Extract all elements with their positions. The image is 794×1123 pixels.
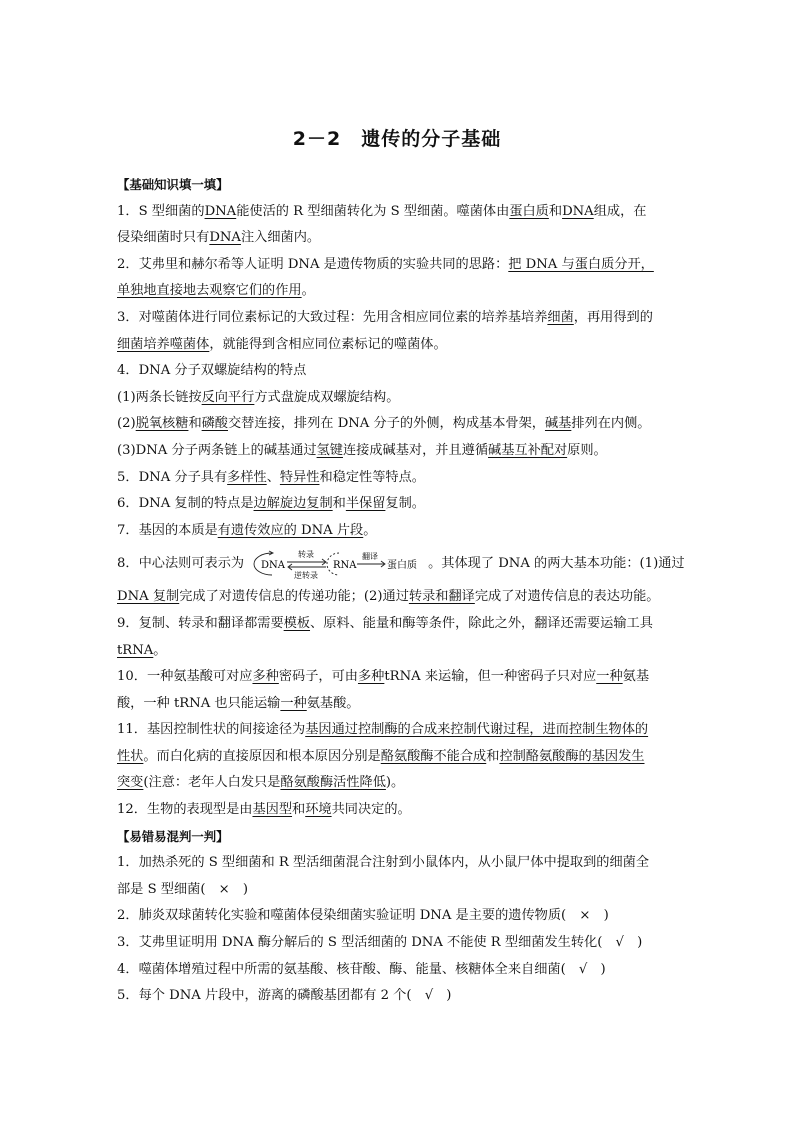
section-heading-basic: 【基础知识填一填】 xyxy=(117,177,229,192)
translation-label: 翻译 xyxy=(362,551,379,561)
text: 1．S 型细菌的 xyxy=(117,203,205,219)
item-2-line-2 xyxy=(117,278,679,305)
central-dogma-svg xyxy=(247,547,425,581)
text: 原则。 xyxy=(567,442,607,458)
answer: 有遗传效应的 DNA 片段 xyxy=(217,522,364,538)
text: 。其体现了 DNA 的两大基本功能：(1)通过 xyxy=(428,556,685,572)
text: 方式盘旋成双螺旋结构。 xyxy=(254,389,400,405)
item-1-line-1 xyxy=(117,199,679,226)
item-4 xyxy=(117,358,679,385)
item-1-line-2 xyxy=(117,225,679,252)
text: tRNA 来运输，但一种密码子只对应 xyxy=(384,669,597,685)
answer: DNA xyxy=(209,230,241,246)
text: 7．基因的本质是 xyxy=(117,522,218,538)
text: 。 xyxy=(301,283,315,299)
text: 和 xyxy=(188,416,202,432)
reverse-transcription-label: 逆转录 xyxy=(294,570,319,580)
text: ，就能得到含相应同位素标记的噬菌体。 xyxy=(209,336,447,352)
text: 共同决定的。 xyxy=(331,802,411,818)
item-5 xyxy=(117,465,679,492)
section-heading-judge: 【易错易混判一判】 xyxy=(117,828,229,844)
text: 完成了对遗传信息的表达功能。 xyxy=(474,589,660,605)
text: 酸，一种 tRNA 也只能运输 xyxy=(117,695,281,711)
text: 12．生物的表现型是由 xyxy=(117,802,253,818)
text: 。 xyxy=(153,642,167,658)
judge-2: 2．肺炎双球菌转化实验和噬菌体侵染细菌实验证明 DNA 是主要的遗传物质( × ) xyxy=(117,908,609,924)
judge-5: 5．每个 DNA 片段中，游离的磷酸基团都有 2 个( √ ) xyxy=(117,988,452,1004)
text: 组成，在 xyxy=(593,203,647,219)
text: (2) xyxy=(117,416,136,432)
answer: 边解旋边复制 xyxy=(253,496,333,512)
text: 交替连接，排列在 DNA 分子的外侧，构成基本骨架， xyxy=(228,416,545,432)
text: 和 xyxy=(486,748,500,764)
text: 连接成碱基对，并且遵循 xyxy=(342,442,489,458)
answer: 转录和翻译 xyxy=(408,589,475,605)
text: 复制。 xyxy=(385,496,425,512)
judge-3: 3．艾弗里证明用 DNA 酶分解后的 S 型活细菌的 DNA 不能使 R 型细菌发生转化( √ ) xyxy=(117,935,643,951)
document-body xyxy=(117,172,685,1010)
text: 2．艾弗里和赫尔希等人证明 DNA 是遗传物质的实验共同的思路： xyxy=(117,256,509,272)
item-11-line-3 xyxy=(117,770,679,797)
answer: 性状 xyxy=(117,748,144,764)
text: (注意：老年人白发只是 xyxy=(143,775,281,791)
answer: 基因型 xyxy=(252,802,293,818)
answer: 单独地直接地去观察它们的作用 xyxy=(117,283,302,299)
text: 、原料、能量和酶等条件，除此之外，翻译还需要运输工具 xyxy=(310,615,653,631)
answer: 模板 xyxy=(283,615,311,631)
text: 。 xyxy=(363,522,377,538)
answer: 特异性 xyxy=(279,469,320,485)
answer: 一种 xyxy=(596,669,623,685)
answer: 细菌培养噬菌体 xyxy=(117,336,210,352)
item-9-line-1 xyxy=(117,611,679,638)
text: 和 xyxy=(548,203,563,219)
item-10-line-2 xyxy=(117,691,679,718)
text: 和稳定性等特点。 xyxy=(319,469,425,485)
text: 10．一种氨基酸可对应 xyxy=(117,669,253,685)
item-11-line-1 xyxy=(117,717,679,744)
dna-node: DNA xyxy=(261,559,286,571)
answer: 突变 xyxy=(117,775,144,791)
transcription-label: 转录 xyxy=(298,549,315,559)
answer: 半保留 xyxy=(345,496,386,512)
text: ，再用得到的 xyxy=(573,309,653,325)
answer: 反向平行 xyxy=(201,389,255,405)
text: 6．DNA 复制的特点是 xyxy=(117,496,254,512)
item-4-2 xyxy=(117,411,679,438)
judge-4: 4．噬菌体增殖过程中所需的氨基酸、核苷酸、酶、能量、核糖体全来自细菌( √ ) xyxy=(117,961,606,977)
text: 氨基 xyxy=(622,669,650,685)
answer: 碱基互补配对 xyxy=(488,442,568,458)
text: )。 xyxy=(385,775,405,791)
item-4-3 xyxy=(117,438,679,465)
protein-node: 蛋白质 xyxy=(387,559,418,571)
answer: 多样性 xyxy=(227,469,267,485)
text: 氨基酸。 xyxy=(306,695,360,711)
answer: 酪氨酸酶活性降低 xyxy=(280,775,386,791)
text: 9．复制、转录和翻译都需要 xyxy=(117,615,284,631)
answer: 一种 xyxy=(280,695,307,711)
text: 和 xyxy=(332,496,346,512)
answer: 脱氧核糖 xyxy=(135,416,189,432)
item-11-line-2 xyxy=(117,744,679,771)
answer: 磷酸 xyxy=(201,416,228,432)
rna-node: RNA xyxy=(333,559,357,571)
item-8-line-2 xyxy=(117,584,679,611)
answer: tRNA xyxy=(117,642,154,658)
text: 注入细菌内。 xyxy=(240,230,321,246)
answer: 蛋白质 xyxy=(509,203,549,219)
answer: 多种 xyxy=(357,669,385,685)
text: 3．对噬菌体进行同位素标记的大致过程：先用含相应同位素的培养基培养 xyxy=(117,309,548,325)
answer: 环境 xyxy=(305,802,332,818)
item-6 xyxy=(117,491,679,518)
answer: DNA xyxy=(562,203,594,219)
item-7 xyxy=(117,518,679,545)
item-3-line-2 xyxy=(117,332,679,359)
text: (1)两条长链按 xyxy=(117,389,202,405)
text: 4．DNA 分子双螺旋结构的特点 xyxy=(117,363,307,379)
text: 能使活的 R 型细菌转化为 S 型细菌。噬菌体由 xyxy=(236,203,510,219)
item-9-line-2 xyxy=(117,638,679,665)
text: 。而白化病的直接原因和根本原因分别是 xyxy=(143,748,381,764)
item-8-line-1 xyxy=(117,544,685,584)
central-dogma-diagram xyxy=(247,547,425,581)
text: 完成了对遗传信息的传递功能；(2)通过 xyxy=(179,589,409,605)
item-4-1 xyxy=(117,385,679,412)
text: 排列在内侧。 xyxy=(571,416,651,432)
page-title: 2－2 遗传的分子基础 xyxy=(292,128,502,150)
text: 密码子，可由 xyxy=(278,669,358,685)
item-2-line-1 xyxy=(117,252,679,279)
item-3-line-1 xyxy=(117,305,679,332)
answer: 酪氨酸酶不能合成 xyxy=(380,748,487,764)
text: 5．DNA 分子具有 xyxy=(117,469,228,485)
answer: 控制酪氨酸酶的基因发生 xyxy=(499,748,645,764)
text: 侵染细菌时只有 xyxy=(117,230,210,246)
answer: 氢键 xyxy=(316,442,343,458)
judge-1-line-1: 1．加热杀死的 S 型细菌和 R 型活细菌混合注射到小鼠体内，从小鼠尸体中提取到的细菌全 xyxy=(117,855,650,871)
text: 、 xyxy=(266,469,280,485)
answer: DNA xyxy=(204,203,237,219)
answer: 细菌 xyxy=(547,309,574,325)
item-10-line-1 xyxy=(117,664,679,691)
answer: 碱基 xyxy=(544,416,572,432)
text: 11．基因控制性状的间接途径为 xyxy=(117,722,306,738)
answer: DNA 复制 xyxy=(117,589,180,605)
text: 8．中心法则可表示为 xyxy=(117,556,245,572)
answer: 多种 xyxy=(252,669,279,685)
item-12 xyxy=(117,797,679,824)
text: (3)DNA 分子两条链上的碱基通过 xyxy=(117,442,317,458)
answer: 基因通过控制酶的合成来控制代谢过程，进而控制生物体的 xyxy=(305,722,649,738)
answer: 把 DNA 与蛋白质分开， xyxy=(508,256,654,272)
text: 和 xyxy=(292,802,306,818)
judge-1-line-2: 部是 S 型细菌( × ) xyxy=(117,881,249,897)
